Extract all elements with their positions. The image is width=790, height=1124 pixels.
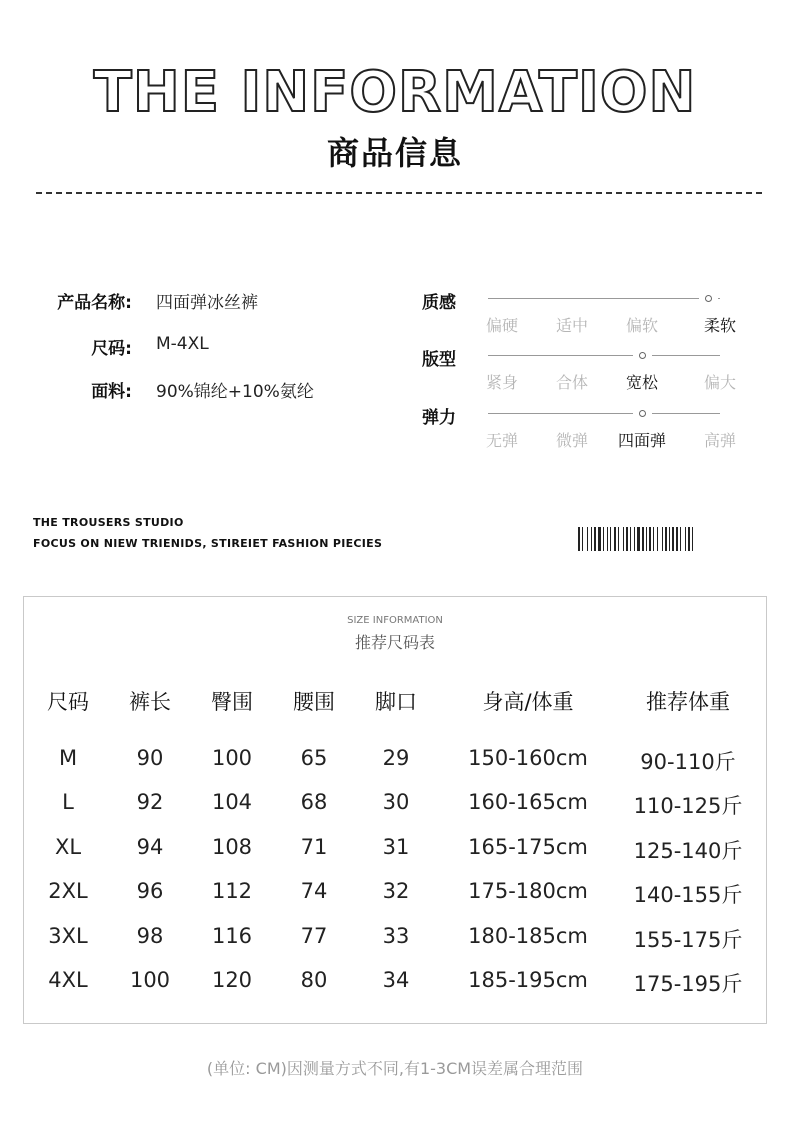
size-table-cell: 31 bbox=[382, 834, 410, 859]
size-table-cell: 4XL bbox=[48, 968, 88, 992]
scale-option: 无弹 bbox=[485, 431, 518, 450]
scale-label: 弹力 bbox=[422, 408, 456, 428]
scale-track bbox=[488, 413, 633, 414]
size-table-cell: XL bbox=[54, 834, 82, 859]
size-table-cell: 165-175cm bbox=[468, 834, 588, 859]
size-table-cell: 108 bbox=[211, 834, 253, 859]
size-table-header: 推荐体重 bbox=[646, 690, 730, 714]
barcode-icon bbox=[578, 527, 762, 551]
size-table-cell: 96 bbox=[136, 879, 164, 904]
page-title-cn: 商品信息 bbox=[326, 134, 463, 172]
size-table-cell: 160-165cm bbox=[468, 790, 588, 815]
size-table-cell: 77 bbox=[300, 923, 328, 948]
size-table-header: 裤长 bbox=[129, 690, 171, 714]
size-table-cell: 34 bbox=[382, 968, 410, 992]
scale-track bbox=[652, 355, 720, 356]
scale-option: 偏软 bbox=[625, 316, 658, 335]
size-table-header: 臀围 bbox=[211, 690, 253, 714]
size-table-header: 脚口 bbox=[375, 690, 417, 714]
size-table-cell: 94 bbox=[136, 834, 164, 859]
size-table-cell: 116 bbox=[211, 923, 253, 948]
size-table-cell: 33 bbox=[382, 923, 410, 948]
studio-name: THE TROUSERS STUDIO bbox=[33, 516, 184, 529]
scale-track bbox=[652, 413, 720, 414]
size-table-cell: 29 bbox=[382, 746, 410, 770]
scale-option: 合体 bbox=[555, 373, 588, 392]
scale-option: 微弹 bbox=[555, 431, 588, 450]
scale-marker bbox=[705, 295, 712, 302]
scale-option: 紧身 bbox=[485, 373, 518, 392]
size-table-cell: 125-140斤 bbox=[633, 838, 743, 863]
size-table-subtitle: SIZE INFORMATION bbox=[347, 615, 443, 626]
size-table-cell: 98 bbox=[136, 923, 164, 948]
size-table-cell: 175-180cm bbox=[468, 879, 588, 904]
size-table-cell: 180-185cm bbox=[468, 923, 588, 948]
product-size-label: 尺码: bbox=[91, 339, 132, 359]
measurement-note: (单位: CM)因测量方式不同,有1-3CM误差属合理范围 bbox=[206, 1059, 584, 1078]
size-table-cell: 185-195cm bbox=[468, 968, 588, 992]
scale-marker bbox=[639, 352, 646, 359]
size-table-cell: 3XL bbox=[48, 923, 88, 948]
product-name-value: 四面弹冰丝裤 bbox=[156, 293, 258, 313]
size-table-cell: 68 bbox=[300, 790, 328, 815]
dashed-divider bbox=[36, 192, 762, 194]
scale-label: 质感 bbox=[422, 293, 456, 313]
scale-option: 适中 bbox=[555, 316, 588, 335]
scale-track bbox=[718, 298, 720, 299]
product-size-value: M-4XL bbox=[156, 334, 209, 354]
product-fabric-value: 90%锦纶+10%氨纶 bbox=[156, 382, 314, 402]
scale-track bbox=[488, 298, 699, 299]
size-table-cell: 32 bbox=[382, 879, 410, 904]
size-table-cell: 90-110斤 bbox=[640, 750, 736, 774]
size-table-cell: 71 bbox=[300, 834, 328, 859]
size-table-cell: L bbox=[62, 790, 74, 815]
scale-option: 偏硬 bbox=[485, 316, 518, 335]
scale-marker bbox=[639, 410, 646, 417]
size-table-cell: 110-125斤 bbox=[633, 794, 743, 819]
product-fabric-label: 面料: bbox=[91, 382, 132, 402]
scale-option: 偏大 bbox=[703, 373, 736, 392]
size-table-cell: 175-195斤 bbox=[633, 972, 743, 996]
product-name-label: 产品名称: bbox=[57, 293, 132, 313]
size-table-cell: 30 bbox=[382, 790, 410, 815]
size-table-cell: 74 bbox=[300, 879, 328, 904]
size-table-title: 推荐尺码表 bbox=[354, 633, 435, 652]
size-table-cell: 150-160cm bbox=[468, 746, 588, 770]
size-table-cell: 155-175斤 bbox=[633, 927, 743, 952]
scale-option: 高弹 bbox=[703, 431, 736, 450]
size-table-cell: 104 bbox=[211, 790, 253, 815]
scale-label: 版型 bbox=[422, 350, 456, 370]
size-table-cell: 2XL bbox=[48, 879, 88, 904]
scale-option: 柔软 bbox=[703, 316, 736, 335]
size-table-cell: 112 bbox=[211, 879, 253, 904]
size-table-header: 身高/体重 bbox=[482, 690, 574, 714]
scale-option: 宽松 bbox=[625, 373, 658, 392]
size-table-cell: 90 bbox=[136, 746, 164, 770]
size-table-cell: 140-155斤 bbox=[633, 883, 743, 908]
size-table-cell: 92 bbox=[136, 790, 164, 815]
size-table-cell: M bbox=[58, 746, 78, 770]
size-table-cell: 65 bbox=[300, 746, 328, 770]
size-table-cell: 120 bbox=[211, 968, 253, 992]
page-title-en: THE INFORMATION bbox=[93, 60, 697, 125]
studio-slogan: FOCUS ON NIEW TRIENIDS, STIREIET FASHION PIECIES bbox=[33, 537, 383, 550]
scale-option: 四面弹 bbox=[617, 431, 666, 450]
size-table-cell: 80 bbox=[300, 968, 328, 992]
scale-track bbox=[488, 355, 633, 356]
size-table-cell: 100 bbox=[129, 968, 171, 992]
size-table-header: 尺码 bbox=[47, 690, 89, 714]
size-table-header: 腰围 bbox=[293, 690, 335, 714]
size-table-cell: 100 bbox=[211, 746, 253, 770]
